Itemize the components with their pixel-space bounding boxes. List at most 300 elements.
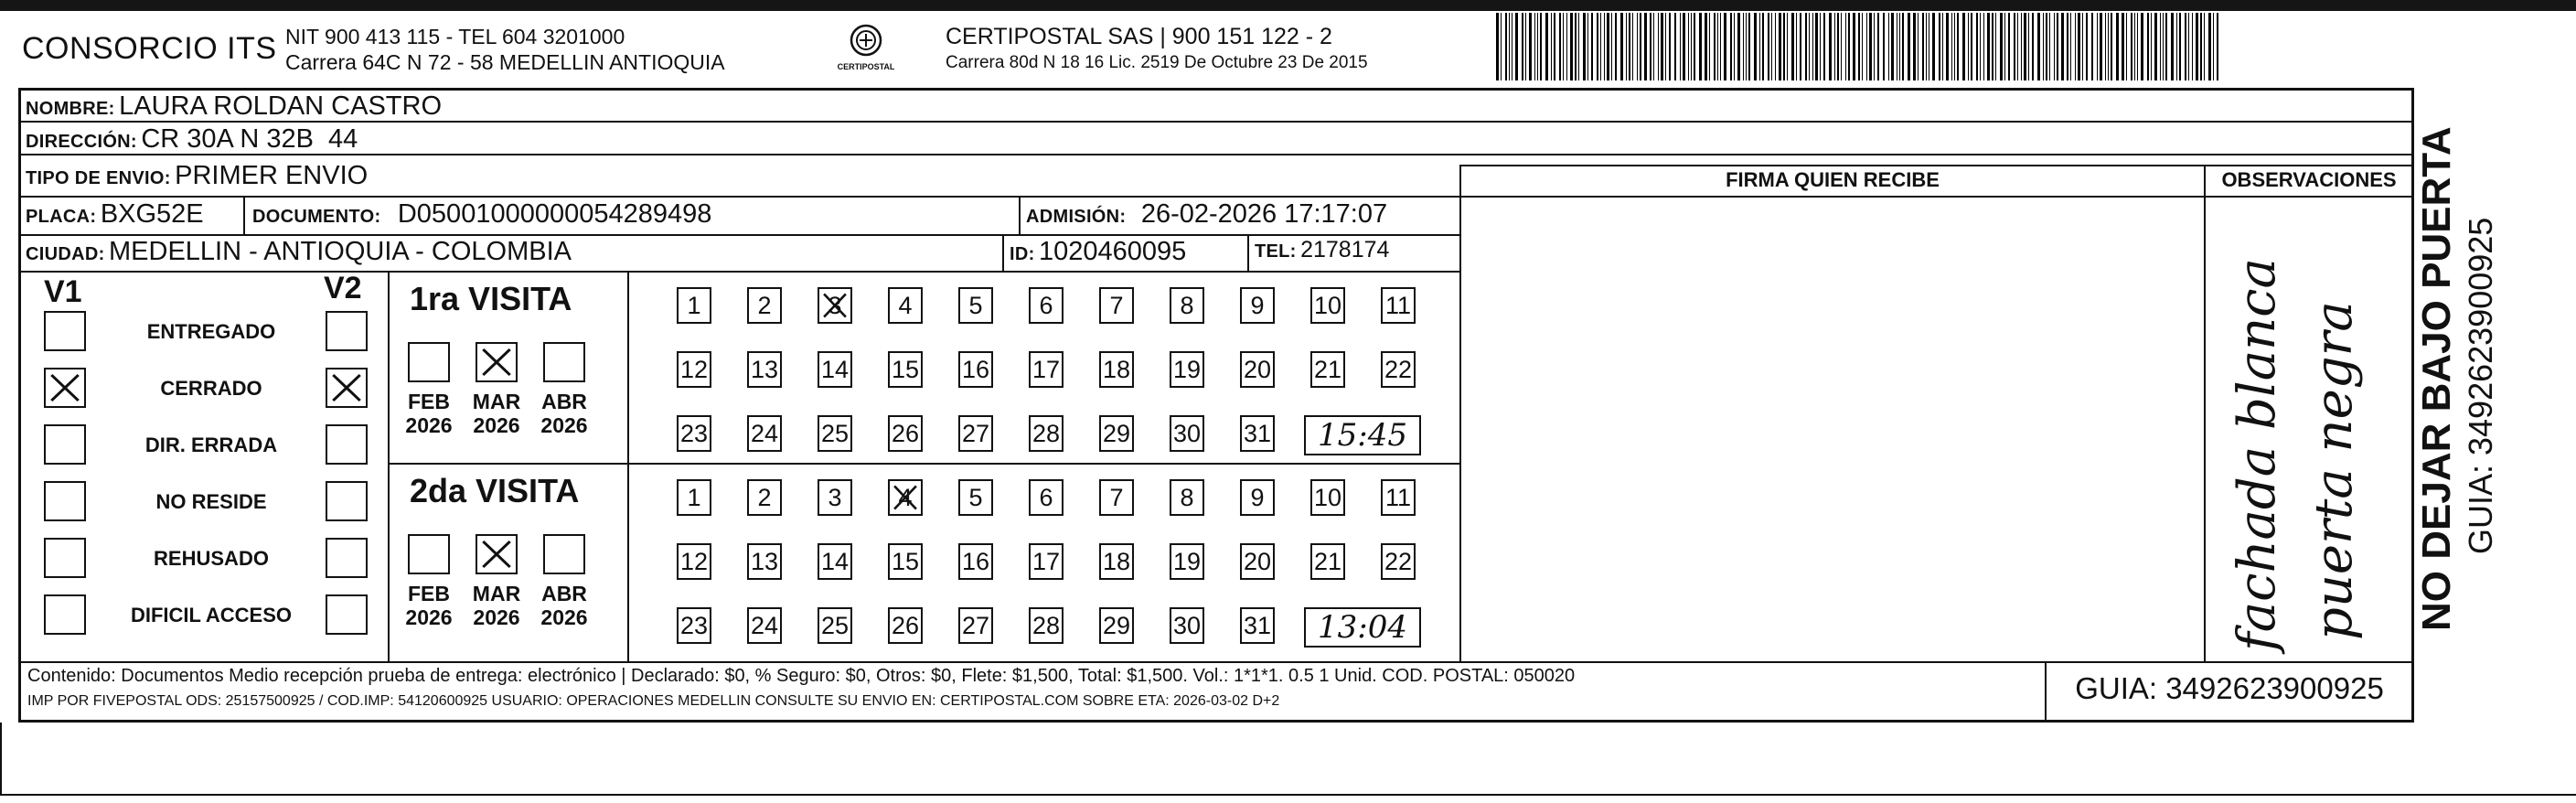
day-box[interactable] — [747, 607, 782, 644]
day-number: 3 — [828, 484, 842, 511]
day-box[interactable] — [958, 415, 993, 452]
day-box[interactable] — [1240, 415, 1275, 452]
barcode-bar — [1992, 13, 1993, 80]
barcode-bar — [1754, 13, 1757, 80]
barcode-bar — [2091, 13, 2093, 80]
day-number: 11 — [1384, 484, 1412, 511]
barcode-bar — [2049, 13, 2050, 80]
barcode-bar — [1918, 13, 1919, 80]
barcode-bar — [1566, 13, 1567, 80]
v2-checkbox[interactable] — [326, 311, 368, 351]
month-year: 2026 — [540, 605, 588, 629]
barcode-bar — [1853, 13, 1855, 80]
barcode-bar — [1658, 13, 1659, 80]
day-box[interactable] — [888, 543, 923, 580]
day-box[interactable] — [1310, 543, 1345, 580]
barcode-bar — [2097, 13, 2098, 80]
barcode-bar — [2057, 13, 2058, 80]
day-number: 1 — [687, 484, 701, 511]
tipo-label: TIPO DE ENVIO: — [26, 168, 171, 188]
barcode-bar — [2196, 13, 2198, 80]
barcode-bar — [2014, 13, 2015, 80]
admision-label: ADMISIÓN: — [1026, 207, 1127, 227]
day-number: 7 — [1109, 292, 1124, 319]
day-box[interactable] — [1029, 479, 1064, 516]
day-number: 30 — [1172, 612, 1202, 639]
certipostal-logo — [827, 22, 905, 82]
barcode-bar — [1768, 13, 1769, 80]
day-box[interactable] — [1099, 415, 1134, 452]
barcode-bar — [1845, 13, 1846, 80]
barcode-bar — [1730, 13, 1732, 80]
day-number: 22 — [1384, 548, 1413, 575]
day-box[interactable] — [1099, 479, 1134, 516]
barcode-bar — [1640, 13, 1641, 80]
barcode-bar — [1717, 13, 1718, 80]
day-box[interactable] — [1170, 351, 1204, 388]
day-box[interactable] — [1310, 479, 1345, 516]
month-checkbox[interactable] — [476, 342, 518, 382]
v1-checkbox[interactable] — [44, 538, 86, 578]
day-box[interactable] — [1240, 543, 1275, 580]
day-number: 27 — [961, 612, 990, 639]
day-box[interactable] — [1099, 607, 1134, 644]
barcode-bar — [1800, 13, 1801, 80]
barcode-bar — [1913, 13, 1916, 80]
barcode-bar — [1775, 13, 1776, 80]
day-box[interactable] — [818, 415, 852, 452]
day-box[interactable] — [747, 351, 782, 388]
barcode-bar — [1837, 13, 1839, 80]
day-box[interactable] — [1029, 607, 1064, 644]
barcode-bar — [2208, 13, 2211, 80]
company-name: CONSORCIO ITS — [22, 31, 277, 66]
month-name: ABR — [541, 390, 587, 413]
barcode-bar — [1888, 13, 1889, 80]
day-box[interactable] — [818, 607, 852, 644]
day-box[interactable] — [1240, 351, 1275, 388]
signature-area[interactable] — [1463, 198, 2200, 658]
barcode-bar — [1796, 13, 1797, 80]
barcode-bar — [1815, 13, 1818, 80]
barcode-bar — [2017, 13, 2018, 80]
day-number: 22 — [1384, 356, 1413, 383]
status-label: DIR. ERRADA — [144, 434, 278, 456]
day-box[interactable] — [958, 351, 993, 388]
day-number: 8 — [1180, 484, 1194, 511]
barcode-bar — [1942, 13, 1943, 80]
barcode-bar — [1968, 13, 1969, 80]
barcode-bar — [1787, 13, 1788, 80]
barcode-bar — [1578, 13, 1579, 80]
day-number: 9 — [1250, 292, 1265, 319]
barcode-bar — [1554, 13, 1555, 80]
barcode-bar — [1848, 13, 1850, 80]
barcode-bar — [1529, 13, 1532, 80]
day-box[interactable] — [1029, 543, 1064, 580]
tipo-value: PRIMER ENVIO — [175, 161, 369, 190]
barcode-bar — [1987, 13, 1990, 80]
barcode-bar — [1762, 13, 1764, 80]
barcode-bar — [1908, 13, 1910, 80]
day-box[interactable] — [958, 543, 993, 580]
nombre-row — [26, 91, 442, 122]
day-box[interactable] — [818, 479, 852, 516]
day-box[interactable] — [677, 287, 711, 324]
day-box[interactable] — [888, 415, 923, 452]
admision-value: 26-02-2026 17:17:07 — [1140, 199, 1388, 229]
visit-title: 1ra VISITA — [410, 280, 572, 317]
day-number: 18 — [1102, 548, 1131, 575]
barcode-bar — [2154, 13, 2157, 80]
month-year: 2026 — [473, 413, 520, 437]
barcode-bar — [2078, 13, 2080, 80]
barcode-bar — [1600, 13, 1601, 80]
day-box[interactable] — [1170, 607, 1204, 644]
barcode-bar — [1688, 13, 1689, 80]
day-number: 31 — [1243, 612, 1272, 639]
day-box[interactable] — [1381, 351, 1416, 388]
carrier-line: CERTIPOSTAL SAS | 900 151 122 - 2 — [946, 24, 1332, 49]
admision-row — [1026, 199, 1387, 230]
day-number: 12 — [679, 356, 709, 383]
day-box[interactable] — [1310, 351, 1345, 388]
barcode-bar — [1926, 13, 1927, 80]
month-label — [469, 390, 524, 437]
day-number: 15 — [891, 548, 920, 575]
barcode-bar — [1515, 13, 1518, 80]
barcode-bar — [1980, 13, 1981, 80]
barcode-bar — [2141, 13, 2143, 80]
day-number: 15 — [891, 356, 920, 383]
day-box[interactable] — [1381, 543, 1416, 580]
barcode-bar — [1862, 13, 1863, 80]
barcode-bar — [1583, 13, 1586, 80]
barcode-bar — [1522, 13, 1523, 80]
barcode-bar — [1874, 13, 1875, 80]
day-box[interactable] — [818, 351, 852, 388]
barcode-bar — [1820, 13, 1821, 80]
day-box[interactable] — [1170, 543, 1204, 580]
barcode-bar — [2176, 13, 2177, 80]
barcode-bar — [1637, 13, 1638, 80]
day-box[interactable] — [888, 287, 923, 324]
day-mark — [890, 481, 921, 514]
month-checkbox[interactable] — [543, 342, 585, 382]
barcode-bar — [1962, 13, 1965, 80]
barcode-bar — [1946, 13, 1949, 80]
barcode-bar — [1805, 13, 1807, 80]
day-box[interactable] — [888, 479, 923, 516]
day-number: 3 — [828, 292, 842, 319]
barcode-bar — [2024, 13, 2026, 80]
barcode-bar — [1537, 13, 1538, 80]
barcode-bar — [1632, 13, 1633, 80]
month-checkbox[interactable] — [408, 342, 450, 382]
barcode-bar — [2061, 13, 2064, 80]
barcode-bar — [2105, 13, 2106, 80]
tel-label: TEL: — [1255, 241, 1297, 262]
barcode-bar — [2126, 13, 2127, 80]
barcode-bar — [1823, 13, 1825, 80]
barcode-bar — [1620, 13, 1623, 80]
company-address: Carrera 64C N 72 - 58 MEDELLIN ANTIOQUIA — [285, 50, 725, 74]
barcode-bar — [1509, 13, 1510, 80]
barcode-bar — [1650, 13, 1651, 80]
barcode-bar — [2067, 13, 2068, 80]
barcode-bar — [1665, 13, 1666, 80]
observaciones-label: OBSERVACIONES — [2221, 168, 2397, 191]
barcode-bar — [1674, 13, 1676, 80]
v1-checkbox[interactable] — [44, 594, 86, 635]
top-edge-strip — [0, 0, 2576, 11]
barcode-bar — [1939, 13, 1940, 80]
day-box[interactable] — [1381, 287, 1416, 324]
barcode-bar — [1669, 13, 1671, 80]
v2-checkbox[interactable] — [326, 481, 368, 521]
barcode-bar — [1563, 13, 1564, 80]
day-number: 24 — [750, 612, 779, 639]
day-box[interactable] — [1099, 543, 1134, 580]
v1-checkbox[interactable] — [44, 368, 86, 408]
month-checkbox[interactable] — [543, 534, 585, 574]
day-box[interactable] — [677, 351, 711, 388]
day-box[interactable] — [1240, 479, 1275, 516]
barcode-bar — [2179, 13, 2181, 80]
barcode-bar — [1877, 13, 1879, 80]
day-number: 23 — [679, 612, 709, 639]
day-box[interactable] — [1029, 351, 1064, 388]
barcode-bar — [1653, 13, 1654, 80]
tel-row — [1255, 237, 1389, 263]
barcode-bar — [2054, 13, 2055, 80]
day-box[interactable] — [747, 543, 782, 580]
barcode-bar — [2171, 13, 2174, 80]
barcode-bar — [1534, 13, 1535, 80]
day-number: 24 — [750, 420, 779, 447]
day-box[interactable] — [677, 415, 711, 452]
handwritten-note-1: fachada blanca — [2228, 258, 2287, 651]
day-box[interactable] — [677, 543, 711, 580]
visit-time-box[interactable] — [1304, 607, 1421, 648]
side-warning: NO DEJAR BAJO PUERTA — [2414, 126, 2459, 631]
day-number: 20 — [1243, 356, 1272, 383]
day-box[interactable] — [1099, 287, 1134, 324]
month-label — [401, 390, 456, 437]
barcode-bar — [1746, 13, 1747, 80]
day-number: 5 — [968, 484, 983, 511]
day-box[interactable] — [818, 287, 852, 324]
barcode-bar — [1629, 13, 1630, 80]
visit-time: 15:45 — [1318, 417, 1407, 454]
month-name: ABR — [541, 582, 587, 605]
id-value: 1020460095 — [1039, 237, 1187, 266]
barcode-bar — [1680, 13, 1681, 80]
v2-checkbox[interactable] — [326, 368, 368, 408]
barcode-bar — [2111, 13, 2112, 80]
barcode-bar — [1724, 13, 1726, 80]
ciudad-label: CIUDAD: — [26, 244, 105, 264]
day-number: 16 — [961, 548, 990, 575]
day-number: 28 — [1031, 612, 1061, 639]
day-number: 10 — [1313, 484, 1342, 511]
day-number: 9 — [1250, 484, 1265, 511]
month-checkbox[interactable] — [408, 534, 450, 574]
day-number: 17 — [1031, 548, 1061, 575]
barcode-bar — [1705, 13, 1707, 80]
month-name: MAR — [472, 390, 521, 413]
day-number: 28 — [1031, 420, 1061, 447]
footer-contenido: Contenido: Documentos Medio recepción prueba de entrega: electrónico | Declarado: $0, % Seguro: $0, Otros: $0, Flete: $1,500, Total: $1,500. Vol.: 1*1*1. 0.5 1 Unid. COD. POSTAL: 050020 — [27, 666, 1576, 686]
day-number: 1 — [687, 292, 701, 319]
day-number: 2 — [757, 292, 772, 319]
barcode-bar — [1834, 13, 1835, 80]
month-year: 2026 — [405, 413, 453, 437]
barcode-bar — [1591, 13, 1593, 80]
barcode-bar — [2043, 13, 2044, 80]
day-box[interactable] — [818, 543, 852, 580]
barcode-bar — [1743, 13, 1744, 80]
day-box[interactable] — [1240, 607, 1275, 644]
barcode-bar — [1951, 13, 1952, 80]
barcode-bar — [1983, 13, 1984, 80]
month-checkbox[interactable] — [476, 534, 518, 574]
barcode-bar — [1551, 13, 1552, 80]
barcode-bar — [1699, 13, 1702, 80]
barcode-bar — [1779, 13, 1781, 80]
day-box[interactable] — [888, 607, 923, 644]
v1-checkbox[interactable] — [44, 311, 86, 351]
barcode-bar — [1545, 13, 1548, 80]
day-number: 14 — [820, 548, 850, 575]
placa-value: BXG52E — [100, 199, 204, 229]
day-number: 27 — [961, 420, 990, 447]
barcode-bar — [1559, 13, 1561, 80]
day-box[interactable] — [1310, 287, 1345, 324]
barcode-bar — [2037, 13, 2040, 80]
month-label — [469, 582, 524, 629]
v1-checkbox[interactable] — [44, 481, 86, 521]
day-box[interactable] — [888, 351, 923, 388]
barcode-bar — [1783, 13, 1785, 80]
barcode-bar — [2217, 13, 2218, 80]
day-box[interactable] — [958, 287, 993, 324]
day-box[interactable] — [1029, 287, 1064, 324]
day-number: 17 — [1031, 356, 1061, 383]
visit-title: 2da VISITA — [410, 472, 580, 509]
day-box[interactable] — [677, 607, 711, 644]
day-box[interactable] — [1170, 415, 1204, 452]
v2-checkbox[interactable] — [326, 594, 368, 635]
day-number: 25 — [820, 420, 850, 447]
day-number: 21 — [1313, 356, 1342, 383]
day-number: 29 — [1102, 612, 1131, 639]
barcode-bar — [2147, 13, 2149, 80]
day-number: 25 — [820, 612, 850, 639]
side-guia: GUIA: 3492623900925 — [2462, 217, 2499, 554]
barcode-bar — [1759, 13, 1760, 80]
carrier-address: Carrera 80d N 18 16 Lic. 2519 De Octubre 23 De 2015 — [946, 53, 1368, 72]
month-name: FEB — [408, 582, 450, 605]
day-box[interactable] — [1240, 287, 1275, 324]
barcode-bar — [1954, 13, 1955, 80]
barcode-bar — [1869, 13, 1872, 80]
v2-checkbox[interactable] — [326, 538, 368, 578]
documento-row — [252, 199, 711, 230]
handwritten-note-2: puerta negra — [2304, 301, 2364, 640]
barcode-bar — [2131, 13, 2132, 80]
day-box[interactable] — [1029, 415, 1064, 452]
day-number: 4 — [898, 484, 913, 511]
day-number: 21 — [1313, 548, 1342, 575]
barcode-bar — [1995, 13, 1996, 80]
v1-checkbox[interactable] — [44, 424, 86, 465]
month-name: FEB — [408, 390, 450, 413]
day-box[interactable] — [1170, 479, 1204, 516]
visit-time-box[interactable] — [1304, 415, 1421, 455]
v2-checkbox[interactable] — [326, 424, 368, 465]
day-box[interactable] — [747, 415, 782, 452]
day-number: 6 — [1039, 484, 1053, 511]
month-name: MAR — [472, 582, 521, 605]
firma-label: FIRMA QUIEN RECIBE — [1726, 168, 1940, 191]
barcode-bar — [1626, 13, 1627, 80]
barcode-bar — [1883, 13, 1885, 80]
barcode-bar — [1691, 13, 1692, 80]
day-number: 16 — [961, 356, 990, 383]
month-label — [537, 390, 592, 437]
tel-value: 2178174 — [1300, 237, 1390, 262]
barcode-bar — [2108, 13, 2109, 80]
day-box[interactable] — [1381, 479, 1416, 516]
id-row — [1010, 237, 1186, 267]
footer-guia: GUIA: 3492623900925 — [2075, 671, 2384, 705]
day-number: 29 — [1102, 420, 1131, 447]
barcode-bar — [1734, 13, 1735, 80]
nombre-label: NOMBRE: — [26, 99, 115, 119]
barcode-bar — [1866, 13, 1867, 80]
day-number: 6 — [1039, 292, 1053, 319]
barcode-bar — [2165, 13, 2167, 80]
status-label: DIFICIL ACCESO — [130, 604, 292, 626]
barcode-bar — [1615, 13, 1617, 80]
day-number: 30 — [1172, 420, 1202, 447]
day-number: 11 — [1384, 292, 1412, 319]
day-box[interactable] — [958, 607, 993, 644]
month-year: 2026 — [473, 605, 520, 629]
barcode-bar — [2082, 13, 2083, 80]
barcode-bar — [2021, 13, 2022, 80]
day-box[interactable] — [747, 479, 782, 516]
day-box[interactable] — [677, 479, 711, 516]
day-box[interactable] — [1170, 287, 1204, 324]
day-number: 7 — [1109, 484, 1124, 511]
day-box[interactable] — [958, 479, 993, 516]
barcode-bar — [2046, 13, 2047, 80]
day-box[interactable] — [1099, 351, 1134, 388]
footer-imp: IMP POR FIVEPOSTAL ODS: 25157500925 / COD.IMP: 54120600925 USUARIO: OPERACIONES MEDELLIN CONSULTE SU ENVIO EN: CERTIPOSTAL.COM SOBRE ETA: 2026-03-02 D+2 — [27, 693, 1280, 709]
barcode-bar — [1683, 13, 1685, 80]
direccion-value: CR 30A N 32B 44 — [141, 124, 358, 154]
barcode-bar — [2151, 13, 2152, 80]
barcode-bar — [1661, 13, 1663, 80]
barcode-bar — [1748, 13, 1750, 80]
visit-time: 13:04 — [1318, 609, 1407, 646]
day-box[interactable] — [747, 287, 782, 324]
documento-value: D05001000000054289498 — [397, 199, 712, 229]
barcode-bar — [2134, 13, 2135, 80]
day-number: 23 — [679, 420, 709, 447]
